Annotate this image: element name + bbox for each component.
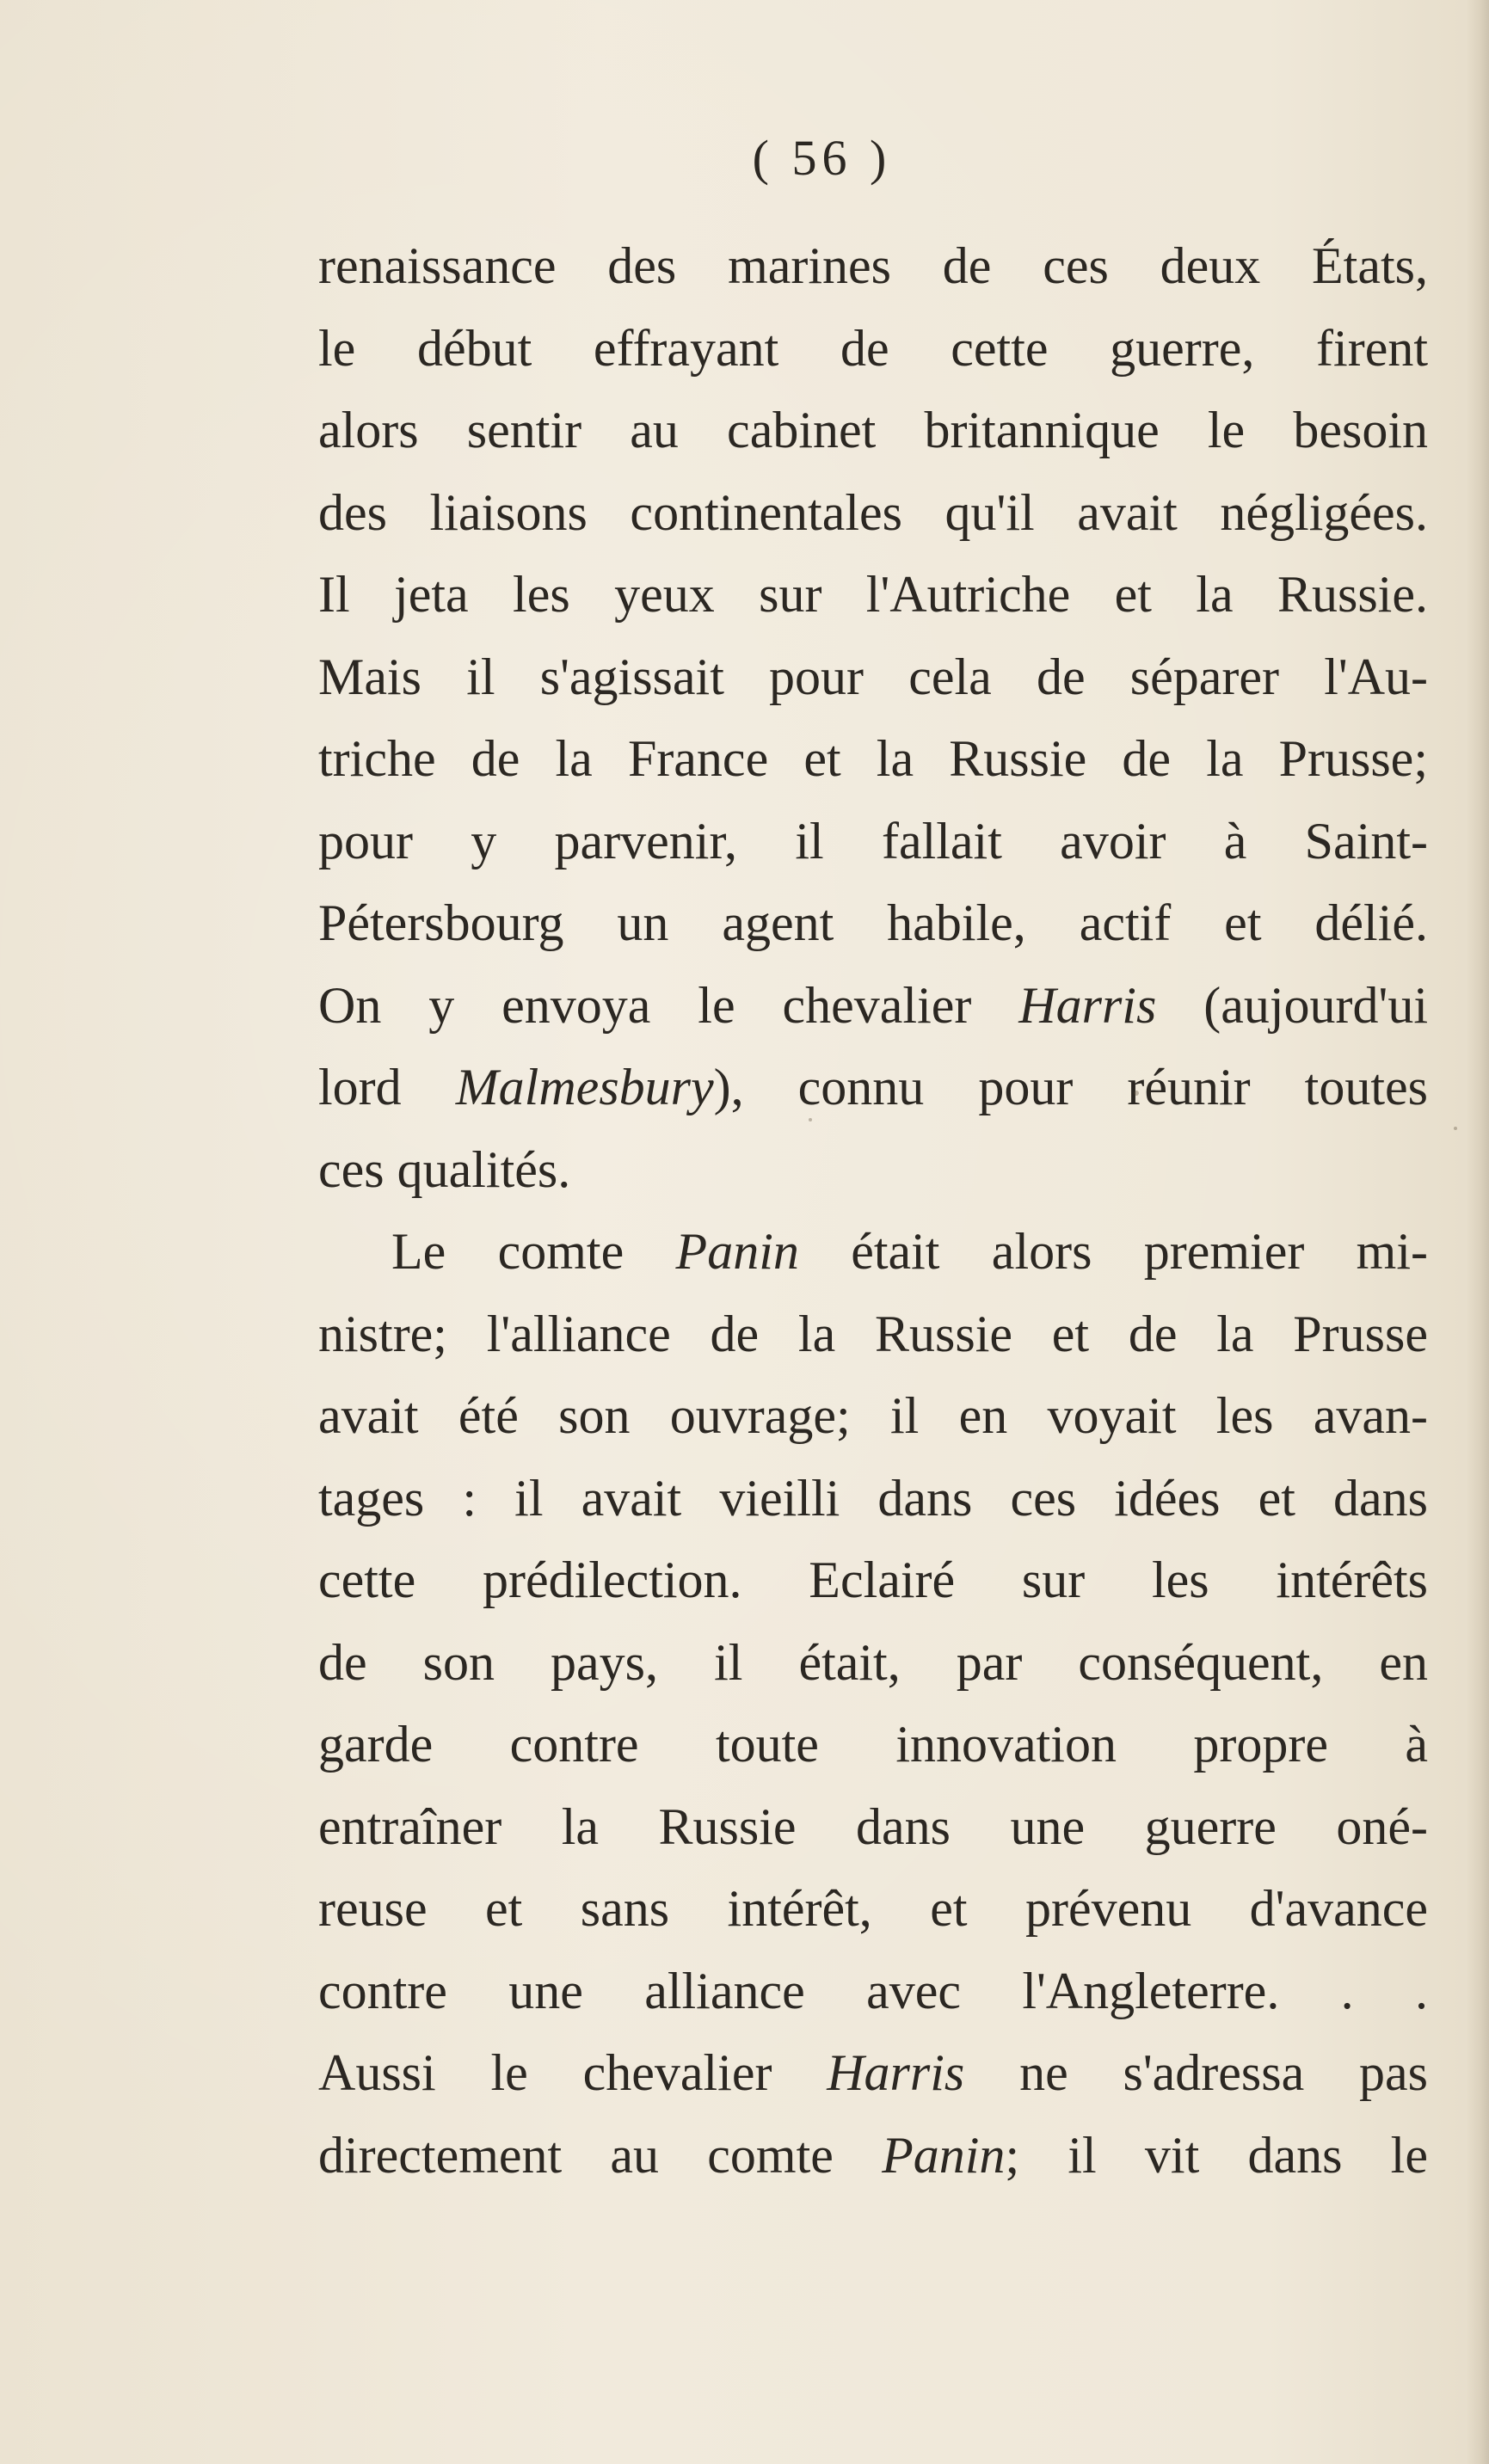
paper-speck	[1454, 1127, 1457, 1130]
text-line	[318, 225, 1428, 308]
text-line	[318, 1622, 1428, 1705]
text-line	[318, 308, 1428, 390]
text-line	[318, 801, 1428, 883]
text-run: Aussi le chevalier	[318, 2044, 828, 2101]
text-line	[318, 390, 1428, 472]
text-line	[318, 1047, 1428, 1129]
text-run: lord	[318, 1059, 456, 1115]
text-run: avait été son ouvrage; il en voyait les avan-	[318, 1387, 1428, 1444]
text-run: entraîner la Russie dans une guerre oné-	[318, 1797, 1428, 1855]
text-line	[318, 1458, 1428, 1540]
paper-speck	[1134, 1091, 1139, 1096]
text-line	[318, 2032, 1428, 2115]
text-run: le début effrayant de cette guerre, firent	[318, 319, 1428, 377]
text-run: reuse et sans intérêt, et prévenu d'avance	[318, 1880, 1428, 1937]
text-line	[318, 882, 1428, 965]
text-run: alors sentir au cabinet britannique le besoin	[318, 402, 1428, 458]
text-line	[318, 1868, 1428, 1951]
italic-name: Panin	[882, 2126, 1006, 2184]
text-run: de son pays, il était, par conséquent, en	[318, 1633, 1428, 1691]
text-line	[318, 554, 1428, 636]
text-run: contre une alliance avec l'Angleterre. . .	[318, 1962, 1428, 2019]
text-line	[318, 472, 1428, 555]
text-run: renaissance des marines de ces deux États,	[318, 237, 1428, 294]
text-run: triche de la France et la Russie de la Prusse;	[318, 730, 1428, 787]
text-line	[318, 2115, 1428, 2197]
text-run: tages : il avait vieilli dans ces idées et dans	[318, 1469, 1428, 1527]
text-run: cette prédilection. Eclairé sur les intérêts	[318, 1552, 1428, 1608]
text-run: Il jeta les yeux sur l'Autriche et la Russie.	[318, 566, 1428, 623]
text-run: On y envoya le chevalier	[318, 976, 1019, 1034]
text-line	[318, 1293, 1428, 1376]
text-line	[318, 1539, 1428, 1622]
text-line	[318, 1129, 1428, 1212]
text-run: directement au comte	[318, 2126, 883, 2184]
text-run: était alors premier mi-	[798, 1223, 1428, 1280]
text-run: Pétersbourg un agent habile, actif et délié.	[318, 894, 1428, 951]
text-run: garde contre toute innovation propre à	[318, 1716, 1428, 1773]
page-edge-shadow	[1467, 0, 1489, 2464]
text-run: pour y parvenir, il fallait avoir à Saint-	[318, 812, 1428, 869]
body-text	[318, 225, 1428, 2197]
page-number: ( 56 )	[752, 130, 892, 186]
italic-name: Malmesbury	[455, 1059, 714, 1115]
text-run: des liaisons continentales qu'il avait négligées.	[318, 483, 1428, 541]
text-line	[318, 1951, 1428, 2033]
italic-name: Panin	[675, 1223, 799, 1280]
text-run: ; il vit dans le	[1005, 2126, 1428, 2184]
text-run: ), connu pour réunir toutes	[713, 1059, 1428, 1115]
text-line	[318, 965, 1428, 1048]
text-run: (aujourd'ui	[1156, 976, 1428, 1034]
text-line	[318, 718, 1428, 801]
text-run: ces qualités.	[318, 1140, 571, 1198]
italic-name: Harris	[1018, 976, 1157, 1034]
text-line	[318, 1375, 1428, 1458]
text-line	[318, 1211, 1428, 1293]
text-line	[318, 1786, 1428, 1869]
text-line	[318, 636, 1428, 719]
paper-speck	[809, 1118, 812, 1121]
text-run: nistre; l'alliance de la Russie et de la Prusse	[318, 1305, 1428, 1362]
text-run: Mais il s'agissait pour cela de séparer l'Au-	[318, 648, 1428, 705]
text-line	[318, 1704, 1428, 1786]
text-run: Le comte	[391, 1223, 676, 1280]
italic-name: Harris	[827, 2044, 965, 2101]
text-run: ne s'adressa pas	[964, 2044, 1428, 2101]
